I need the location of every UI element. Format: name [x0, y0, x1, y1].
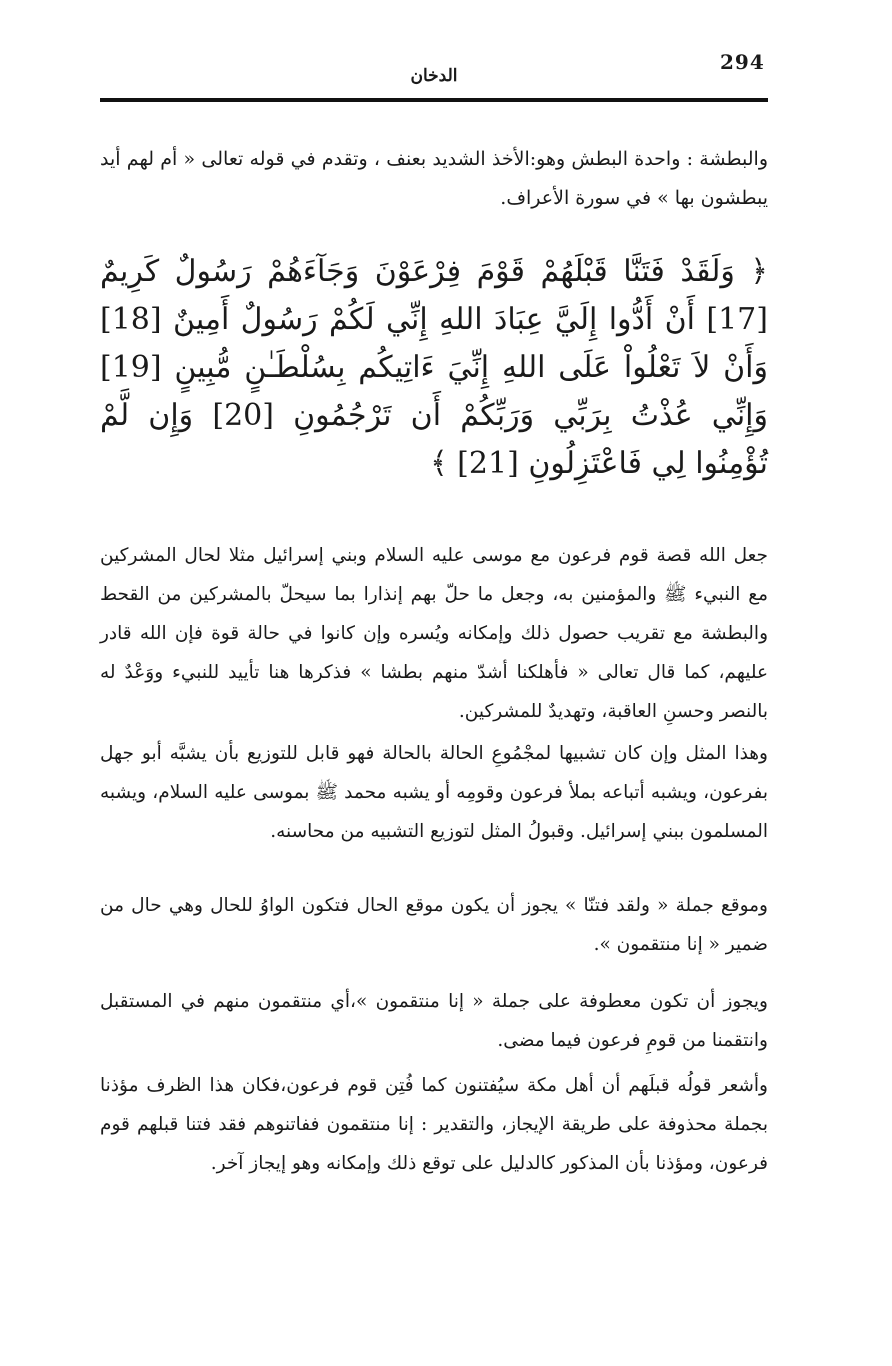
- commentary-paragraph-1: جعل الله قصة قوم فرعون مع موسى عليه السلام وبني إسرائيل مثلا لحال المشركين مع النبيء ﷺ والمؤمنين به، وجعل ما حلّ بهم إنذارا بما سيحلّ بالمشركين من القحط والبطشة مع تقريب حصول ذلك وإمكانه ويُسره وإن كانوا في حالة قوة فإن الله قادر عليهم، كما قال تعالى « فأهلكنا أشدّ منهم بطشا » فذكرها هنا تأييد للنبيء ووَعْدٌ له بالنصر وحسنِ العاقبة، وتهديدٌ للمشركين.: [100, 545, 768, 722]
- header-rule: [100, 98, 768, 102]
- page-header: [100, 50, 768, 98]
- commentary-paragraph-2: وهذا المثل وإن كان تشبيها لمجْمُوعِ الحالة بالحالة فهو قابل للتوزيع بأن يشبَّه أبو جهل بفرعون، ويشبه أتباعه بملأ فرعون وقومِه أو يشبه محمد ﷺ بموسى عليه السلام، ويشبه المسلمون ببني إسرائيل. وقبولُ المثل لتوزيع التشبيه من محاسنه.: [100, 743, 768, 842]
- quran-verse-block: ﴿ وَلَقَدْ فَتَنَّا قَبْلَهُمْ قَوْمَ فِرْعَوْنَ وَجَآءَهُمْ رَسُولٌ كَرِيمٌ [17] أَنْ أَدُّوا إِلَيَّ عِبَادَ اللهِ إِنِّي لَكُمْ رَسُولٌ أَمِينٌ [18] وَأَنْ لاَ تَعْلُواْ عَلَى اللهِ إِنِّيَ ءَاتِيكُم بِسُلْطَـٰنٍ مُّبِينٍ [19] وَإِنِّي عُذْتُ بِرَبِّي وَرَبِّكُمْ أَن تَرْجُمُونِ [20] وَإِن لَّمْ تُؤْمِنُوا لِي فَاعْتَزِلُونِ [21] ﴾: [100, 254, 768, 481]
- page-number: 294: [720, 50, 765, 74]
- note-paragraph: والبطشة : واحدة البطش وهو:الأخذ الشديد بعنف ، وتقدم في قوله تعالى « أم لهم أيد يبطشون بها » في سورة الأعراف.: [100, 148, 768, 209]
- commentary-paragraph-3: وموقع جملة « ولقد فتنّا » يجوز أن يكون موقع الحال فتكون الواوُ للحال وهي حال من ضمير « إنا منتقمون ».: [100, 895, 768, 955]
- surah-title: الدخان: [410, 66, 458, 86]
- commentary-paragraph-5: وأشعر قولُه قبلَهم أن أهل مكة سيُفتنون كما فُتِن قوم فرعون،فكان هذا الظرف مؤذنا بجملة محذوفة على طريقة الإيجاز، والتقدير : إنا منتقمون ففاتنوهم فقد فتنا قبلهم قوم فرعون، ومؤذنا بأن المذكور كالدليل على توقع ذلك وإمكانه وهو إيجاز آخر.: [100, 1075, 768, 1174]
- commentary-paragraph-4: ويجوز أن تكون معطوفة على جملة « إنا منتقمون »،أي منتقمون منهم في المستقبل وانتقمنا من قومِ فرعون فيما مضى.: [100, 991, 768, 1051]
